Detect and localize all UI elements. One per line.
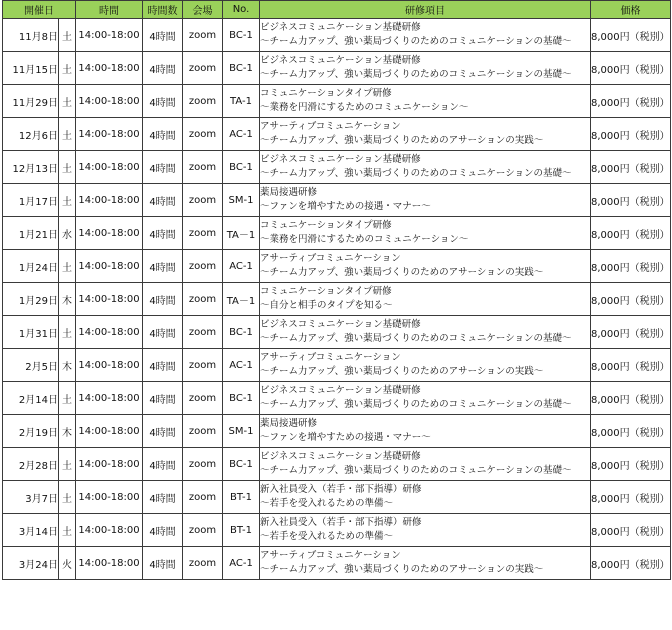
cell-date: 12月13日 <box>3 151 59 184</box>
cell-hours: 4時間 <box>143 118 183 151</box>
cell-time: 14:00-18:00 <box>76 316 143 349</box>
cell-hours: 4時間 <box>143 349 183 382</box>
table-row <box>3 514 671 547</box>
cell-date: 2月5日 <box>3 349 59 382</box>
cell-price: 8,000円（税別） <box>591 184 671 217</box>
header-venue: 会場 <box>183 1 223 19</box>
table-row <box>3 85 671 118</box>
header-hours: 時間数 <box>143 1 183 19</box>
cell-price: 8,000円（税別） <box>591 52 671 85</box>
cell-date: 2月28日 <box>3 448 59 481</box>
cell-venue: zoom <box>183 382 223 415</box>
cell-course-no: TA－1 <box>223 283 260 316</box>
topic-title: コミュニケーションタイプ研修 <box>260 286 392 297</box>
cell-price: 8,000円（税別） <box>591 415 671 448</box>
cell-date: 1月17日 <box>3 184 59 217</box>
cell-hours: 4時間 <box>143 547 183 580</box>
cell-price: 8,000円（税別） <box>591 217 671 250</box>
cell-venue: zoom <box>183 184 223 217</box>
cell-price: 8,000円（税別） <box>591 283 671 316</box>
cell-topic <box>260 151 591 184</box>
header-topic: 研修項目 <box>260 1 591 19</box>
topic-title: コミュニケーションタイプ研修 <box>260 88 392 99</box>
topic-title: 新入社員受入（若手・部下指導）研修 <box>260 517 422 528</box>
cell-topic <box>260 481 591 514</box>
cell-price: 8,000円（税別） <box>591 151 671 184</box>
cell-date: 1月29日 <box>3 283 59 316</box>
cell-topic <box>260 52 591 85</box>
cell-price: 8,000円（税別） <box>591 448 671 481</box>
table-row <box>3 349 671 382</box>
cell-price: 8,000円（税別） <box>591 19 671 52</box>
cell-course-no: BC-1 <box>223 151 260 184</box>
topic-title: ビジネスコミュニケーション基礎研修 <box>260 385 421 396</box>
cell-course-no: BC-1 <box>223 316 260 349</box>
cell-venue: zoom <box>183 481 223 514</box>
cell-topic <box>260 19 591 52</box>
cell-venue: zoom <box>183 316 223 349</box>
cell-hours: 4時間 <box>143 415 183 448</box>
topic-subtitle: ～チーム力アップ、強い薬局づくりのためのコミュニケーションの基礎～ <box>260 168 572 179</box>
cell-time: 14:00-18:00 <box>76 448 143 481</box>
cell-venue: zoom <box>183 118 223 151</box>
table-row <box>3 316 671 349</box>
cell-weekday: 土 <box>59 151 76 184</box>
table-row <box>3 547 671 580</box>
cell-price: 8,000円（税別） <box>591 547 671 580</box>
topic-title: アサーティブコミュニケーション <box>260 121 401 132</box>
cell-hours: 4時間 <box>143 382 183 415</box>
cell-course-no: BT-1 <box>223 514 260 547</box>
topic-subtitle: ～ファンを増やすための接遇・マナー～ <box>260 432 431 443</box>
topic-subtitle: ～チーム力アップ、強い薬局づくりのためのアサーションの実践～ <box>260 564 544 575</box>
cell-hours: 4時間 <box>143 481 183 514</box>
cell-date: 1月21日 <box>3 217 59 250</box>
cell-weekday: 土 <box>59 316 76 349</box>
cell-topic <box>260 382 591 415</box>
topic-title: ビジネスコミュニケーション基礎研修 <box>260 319 421 330</box>
cell-time: 14:00-18:00 <box>76 250 143 283</box>
cell-hours: 4時間 <box>143 85 183 118</box>
topic-title: ビジネスコミュニケーション基礎研修 <box>260 154 421 165</box>
topic-title: 薬局接遇研修 <box>260 418 318 429</box>
cell-time: 14:00-18:00 <box>76 547 143 580</box>
cell-time: 14:00-18:00 <box>76 118 143 151</box>
cell-date: 1月24日 <box>3 250 59 283</box>
cell-venue: zoom <box>183 448 223 481</box>
topic-subtitle: ～チーム力アップ、強い薬局づくりのためのコミュニケーションの基礎～ <box>260 36 572 47</box>
topic-subtitle: ～ファンを増やすための接遇・マナー～ <box>260 201 431 212</box>
cell-topic <box>260 217 591 250</box>
cell-topic <box>260 250 591 283</box>
cell-hours: 4時間 <box>143 217 183 250</box>
cell-time: 14:00-18:00 <box>76 52 143 85</box>
cell-venue: zoom <box>183 151 223 184</box>
cell-price: 8,000円（税別） <box>591 118 671 151</box>
topic-title: ビジネスコミュニケーション基礎研修 <box>260 55 421 66</box>
cell-weekday: 土 <box>59 250 76 283</box>
cell-weekday: 土 <box>59 481 76 514</box>
topic-subtitle: ～若手を受入れるための準備～ <box>260 531 394 542</box>
cell-venue: zoom <box>183 514 223 547</box>
cell-hours: 4時間 <box>143 151 183 184</box>
cell-hours: 4時間 <box>143 283 183 316</box>
table-body <box>3 19 671 580</box>
topic-title: アサーティブコミュニケーション <box>260 550 401 561</box>
cell-weekday: 土 <box>59 52 76 85</box>
cell-time: 14:00-18:00 <box>76 283 143 316</box>
header-row <box>3 1 671 19</box>
cell-weekday: 土 <box>59 184 76 217</box>
cell-course-no: AC-1 <box>223 118 260 151</box>
cell-venue: zoom <box>183 283 223 316</box>
topic-subtitle: ～チーム力アップ、強い薬局づくりのためのアサーションの実践～ <box>260 135 544 146</box>
cell-weekday: 火 <box>59 547 76 580</box>
cell-topic <box>260 514 591 547</box>
table-row <box>3 19 671 52</box>
cell-date: 11月8日 <box>3 19 59 52</box>
cell-venue: zoom <box>183 217 223 250</box>
cell-date: 12月6日 <box>3 118 59 151</box>
topic-subtitle: ～チーム力アップ、強い薬局づくりのためのコミュニケーションの基礎～ <box>260 69 572 80</box>
cell-course-no: AC-1 <box>223 547 260 580</box>
cell-price: 8,000円（税別） <box>591 514 671 547</box>
topic-title: 薬局接遇研修 <box>260 187 318 198</box>
cell-venue: zoom <box>183 52 223 85</box>
cell-time: 14:00-18:00 <box>76 382 143 415</box>
cell-time: 14:00-18:00 <box>76 151 143 184</box>
table-row <box>3 217 671 250</box>
cell-date: 2月14日 <box>3 382 59 415</box>
header-price: 価格 <box>591 1 671 19</box>
cell-venue: zoom <box>183 85 223 118</box>
topic-subtitle: ～チーム力アップ、強い薬局づくりのためのコミュニケーションの基礎～ <box>260 399 572 410</box>
cell-venue: zoom <box>183 547 223 580</box>
table-header <box>3 1 671 19</box>
topic-subtitle: ～チーム力アップ、強い薬局づくりのためのコミュニケーションの基礎～ <box>260 465 572 476</box>
table-row <box>3 184 671 217</box>
cell-price: 8,000円（税別） <box>591 316 671 349</box>
cell-hours: 4時間 <box>143 316 183 349</box>
cell-time: 14:00-18:00 <box>76 415 143 448</box>
cell-time: 14:00-18:00 <box>76 481 143 514</box>
table-row <box>3 481 671 514</box>
cell-course-no: AC-1 <box>223 250 260 283</box>
topic-subtitle: ～チーム力アップ、強い薬局づくりのためのコミュニケーションの基礎～ <box>260 333 572 344</box>
cell-course-no: BC-1 <box>223 448 260 481</box>
table-row <box>3 448 671 481</box>
cell-course-no: BC-1 <box>223 52 260 85</box>
cell-hours: 4時間 <box>143 19 183 52</box>
table-row <box>3 151 671 184</box>
cell-weekday: 土 <box>59 19 76 52</box>
cell-weekday: 水 <box>59 217 76 250</box>
cell-course-no: TA－1 <box>223 217 260 250</box>
cell-date: 2月19日 <box>3 415 59 448</box>
cell-date: 11月29日 <box>3 85 59 118</box>
cell-course-no: AC-1 <box>223 349 260 382</box>
cell-date: 3月7日 <box>3 481 59 514</box>
cell-weekday: 土 <box>59 85 76 118</box>
cell-topic <box>260 283 591 316</box>
topic-subtitle: ～業務を円滑にするためのコミュニケーション～ <box>260 234 469 245</box>
cell-date: 3月24日 <box>3 547 59 580</box>
cell-venue: zoom <box>183 415 223 448</box>
cell-time: 14:00-18:00 <box>76 217 143 250</box>
table-row <box>3 283 671 316</box>
cell-weekday: 木 <box>59 283 76 316</box>
cell-venue: zoom <box>183 250 223 283</box>
topic-title: アサーティブコミュニケーション <box>260 253 401 264</box>
topic-title: ビジネスコミュニケーション基礎研修 <box>260 22 421 33</box>
cell-time: 14:00-18:00 <box>76 184 143 217</box>
cell-date: 11月15日 <box>3 52 59 85</box>
cell-topic <box>260 547 591 580</box>
header-time: 時間 <box>76 1 143 19</box>
topic-subtitle: ～自分と相手のタイプを知る～ <box>260 300 393 311</box>
cell-weekday: 土 <box>59 382 76 415</box>
cell-topic <box>260 349 591 382</box>
cell-course-no: SM-1 <box>223 184 260 217</box>
cell-venue: zoom <box>183 19 223 52</box>
cell-time: 14:00-18:00 <box>76 85 143 118</box>
topic-subtitle: ～チーム力アップ、強い薬局づくりのためのアサーションの実践～ <box>260 267 544 278</box>
cell-time: 14:00-18:00 <box>76 514 143 547</box>
cell-hours: 4時間 <box>143 250 183 283</box>
table-row <box>3 382 671 415</box>
cell-price: 8,000円（税別） <box>591 349 671 382</box>
cell-course-no: TA-1 <box>223 85 260 118</box>
cell-date: 1月31日 <box>3 316 59 349</box>
cell-topic <box>260 85 591 118</box>
cell-weekday: 土 <box>59 118 76 151</box>
table-row <box>3 415 671 448</box>
cell-price: 8,000円（税別） <box>591 481 671 514</box>
topic-subtitle: ～チーム力アップ、強い薬局づくりのためのアサーションの実践～ <box>260 366 544 377</box>
cell-hours: 4時間 <box>143 448 183 481</box>
table-row <box>3 52 671 85</box>
topic-title: コミュニケーションタイプ研修 <box>260 220 392 231</box>
cell-weekday: 土 <box>59 514 76 547</box>
cell-course-no: BC-1 <box>223 19 260 52</box>
table-row <box>3 118 671 151</box>
header-no: No. <box>223 1 260 19</box>
topic-title: アサーティブコミュニケーション <box>260 352 401 363</box>
topic-subtitle: ～業務を円滑にするためのコミュニケーション～ <box>260 102 469 113</box>
cell-course-no: SM-1 <box>223 415 260 448</box>
topic-title: 新入社員受入（若手・部下指導）研修 <box>260 484 422 495</box>
cell-topic <box>260 448 591 481</box>
cell-course-no: BC-1 <box>223 382 260 415</box>
cell-price: 8,000円（税別） <box>591 85 671 118</box>
cell-time: 14:00-18:00 <box>76 19 143 52</box>
cell-time: 14:00-18:00 <box>76 349 143 382</box>
cell-hours: 4時間 <box>143 514 183 547</box>
cell-venue: zoom <box>183 349 223 382</box>
training-schedule-table <box>2 0 671 580</box>
cell-hours: 4時間 <box>143 184 183 217</box>
cell-price: 8,000円（税別） <box>591 382 671 415</box>
cell-hours: 4時間 <box>143 52 183 85</box>
cell-price: 8,000円（税別） <box>591 250 671 283</box>
cell-topic <box>260 118 591 151</box>
cell-weekday: 木 <box>59 349 76 382</box>
cell-topic <box>260 316 591 349</box>
cell-weekday: 土 <box>59 448 76 481</box>
cell-date: 3月14日 <box>3 514 59 547</box>
header-date: 開催日 <box>3 1 76 19</box>
cell-topic <box>260 184 591 217</box>
table-row <box>3 250 671 283</box>
topic-subtitle: ～若手を受入れるための準備～ <box>260 498 394 509</box>
topic-title: ビジネスコミュニケーション基礎研修 <box>260 451 421 462</box>
cell-course-no: BT-1 <box>223 481 260 514</box>
cell-topic <box>260 415 591 448</box>
cell-weekday: 木 <box>59 415 76 448</box>
